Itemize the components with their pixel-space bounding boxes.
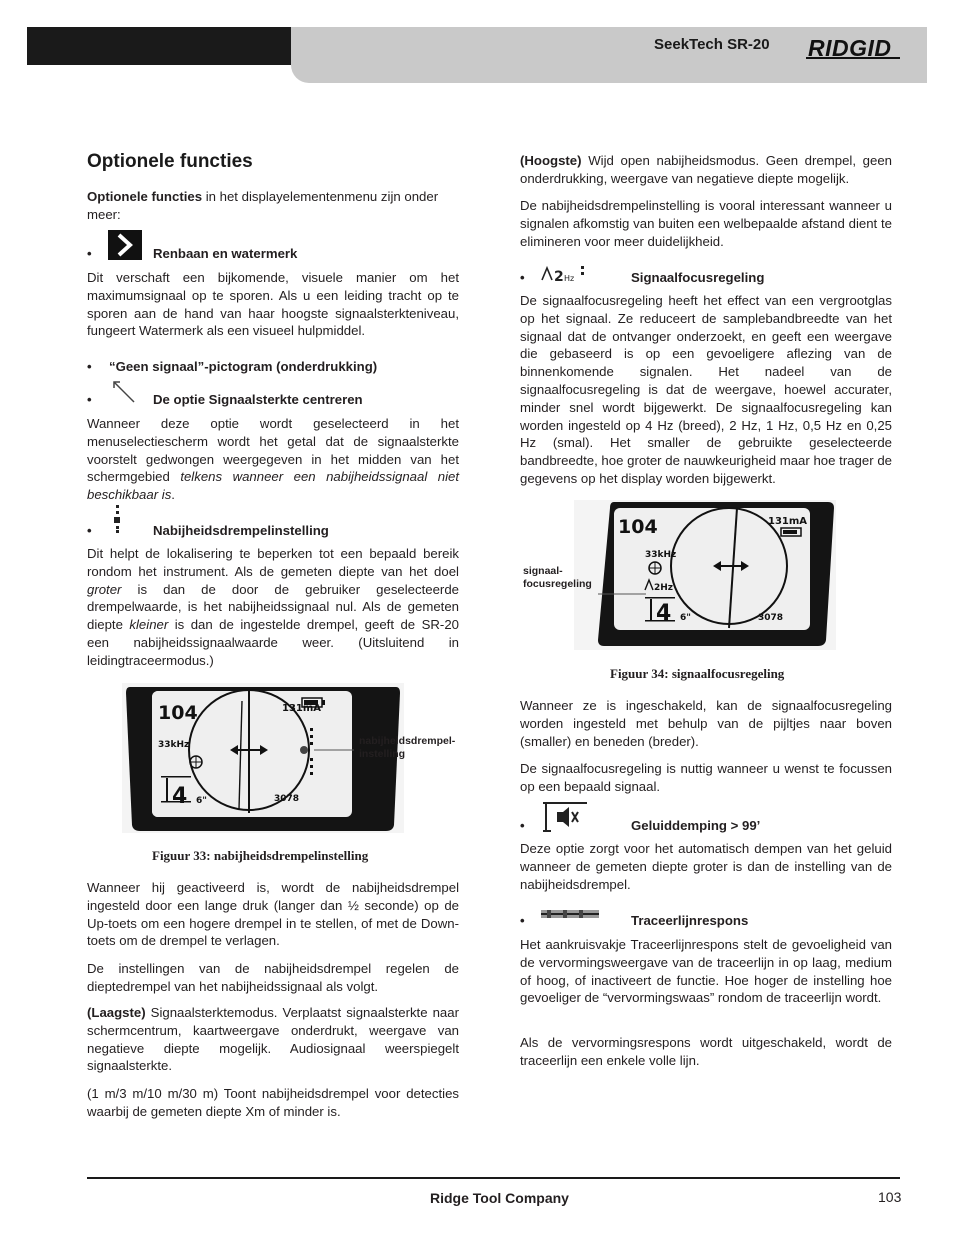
- svg-text:Hz: Hz: [564, 274, 575, 283]
- trace-text: Het aankruisvakje Traceerlijnrespons stelt de gevoeligheid van de vervormingsweergave van de traceerlijn in op laag, medium of hoog, of inactiveert de functie. Hoe hoger de instelling hoe gevoeliger de “vervormingswaas” rondom de traceerlijn wordt.: [520, 937, 892, 1006]
- bullet-label-trace: Traceerlijnrespons: [631, 913, 749, 928]
- page-number: 103: [878, 1189, 902, 1205]
- highest-text: (Hoogste) Wijd open nabijheidsmodus. Geen drempel, geen onderdrukking, weergave van negatieve diepte mogelijk.: [520, 153, 892, 186]
- screen-signal-value: 104: [158, 702, 198, 724]
- proximity-text: Dit helpt de lokalisering te beperken tot een bepaald bereik rondom het instrument. Als de gemeten diepte van het doel groter is dan de door de gebruiker geselecteerde drempelwaarde, is het nabijheidssignaal nul. Als de gemeten diepte kleiner is dan de ingestelde drempel, geeft de SR-20 een nabijheidssignaalwaarde weer. (Uitsluitend in leidingtraceermodus.): [87, 546, 459, 668]
- svg-text:131mA: 131mA: [282, 703, 322, 714]
- center-text: Wanneer deze optie wordt geselecteerd in het menuselectiescherm wordt het getal dat de signaalsterkte voorstelt gedwongen weergegeven in het midden van het schermgebied telkens wanneer een nabijheidssignaal niet beschikbaar is.: [87, 416, 459, 503]
- svg-text:3078: 3078: [758, 613, 784, 623]
- figure-33-callout: nabijheidsdrempel-instelling: [359, 735, 456, 760]
- useful-text: De signaalfocusregeling is nuttig wanneer u wenst te focussen op een bepaald signaal.: [520, 761, 892, 794]
- bullet-dot: •: [87, 246, 92, 261]
- sound-mute-icon: [541, 802, 591, 832]
- screen-depth: 4: [172, 784, 188, 809]
- center-signal-icon: [110, 378, 136, 404]
- mute-text: Deze optie zorgt voor het automatisch dempen van het geluid wanneer de gemeten diepte groter is dan de instelling van de nabijheidsdrempel.: [520, 841, 892, 892]
- trace-line-icon: [541, 907, 599, 919]
- figure-34-caption: Figuur 34: signaalfocusregeling: [610, 666, 785, 681]
- header-grey-tab: [291, 65, 927, 83]
- header-black-band: [27, 27, 291, 65]
- svg-text:2: 2: [554, 269, 564, 284]
- lowest-text: (Laagste) Signaalsterktemodus. Verplaatst signaalsterkte naar schermcentrum, kaartweergave onderdrukt, weergave van negatieve diepte mogelijk. Audiosignaal weerspiegelt signaalsterkte.: [87, 1005, 459, 1074]
- screen-frequency: 33kHz: [645, 550, 677, 560]
- bullet-label-no-signal: “Geen signaal”-pictogram (onderdrukking): [109, 359, 378, 374]
- disabled-text: Als de vervormingsrespons wordt uitgeschakeld, wordt de traceerlijn een enkele volle lijn.: [520, 1035, 892, 1068]
- screen-frequency: 33kHz: [158, 740, 190, 750]
- racetrack-text: Dit verschaft een bijkomende, visuele manier om het maximumsignaal op te sporen. Als u een leiding tracht op te sporen aan de hand van haar hoogste signaalsterkteniveau, fungeert Watermerk als een visueel hulpmiddel.: [87, 270, 459, 339]
- screen-depth: 4: [656, 601, 672, 626]
- settings-text: De instellingen van de nabijheidsdrempel regelen de dieptedrempel van het nabijheidssignaal als volgt.: [87, 961, 459, 994]
- callout-leader-line: [598, 584, 646, 590]
- signal-focus-text: De signaalfocusregeling heeft het effect van een vergrootglas op het signaal. Ze reduceert de samplebandbreedte van het signaal dat de ontvanger onderzoekt, en geeft een weergave die gebaseerd is op een gevoeligere aflezing van de binnenkomende signalen. Het nadeel van de signaalfocusregeling is dat de weergave, hoewel accurater, minder snel wordt bijgewerkt. De signaalfocusregeling kan worden ingesteld op 4 Hz (breed), 2 Hz, 1 Hz, 0,5 Hz en 0,25 Hz (smal). Het smaller de gebruikte geselecteerde bandbreedte, hoe groter de nauwkeurigheid maar hoe trager de gegevens op het display worden bijgewerkt.: [520, 293, 892, 486]
- bullet-dot: •: [87, 523, 92, 538]
- racetrack-icon: [108, 230, 142, 260]
- proximity-interest-text: De nabijheidsdrempelinstelling is vooral interessant wanneer u signalen afkomstig van buiten een welbepaalde afstand dient te elimineren voor meer duidelijkheid.: [520, 198, 892, 249]
- proximity-threshold-icon: [112, 505, 124, 533]
- enabled-text: Wanneer ze is ingeschakeld, kan de signaalfocusregeling worden ingesteld met behulp van de pijltjes naar boven (smaller) en beneden (breder).: [520, 698, 892, 749]
- screen-depth-inches: 6": [680, 613, 691, 623]
- bullet-label-signal-focus: Signaalfocusregeling: [631, 270, 765, 285]
- screen-focus-value: 2Hz: [654, 583, 674, 593]
- header-model: SeekTech SR-20: [654, 36, 770, 53]
- bullet-dot: •: [520, 818, 525, 833]
- footer-company: Ridge Tool Company: [430, 1190, 569, 1206]
- footer-rule: [87, 1177, 900, 1179]
- bullet-label-racetrack: Renbaan en watermerk: [153, 246, 298, 261]
- bullet-dot: •: [87, 392, 92, 407]
- intro-paragraph: Optionele functies in het displayelementenmenu zijn onder meer:: [87, 189, 439, 222]
- bullet-label-mute: Geluiddemping > 99’: [631, 818, 761, 833]
- bullet-label-center: De optie Signaalsterkte centreren: [153, 392, 363, 407]
- svg-text:131mA: 131mA: [768, 516, 808, 527]
- bullet-dot: •: [520, 270, 525, 285]
- screen-depth-inches: 6": [196, 796, 207, 806]
- bullet-label-proximity: Nabijheidsdrempelinstelling: [153, 523, 329, 538]
- ridgid-logo: RIDGID: [806, 32, 902, 62]
- bullet-dot: •: [520, 913, 525, 928]
- screen-signal-value: 104: [618, 516, 658, 538]
- figure-34-callout: signaal-focusregeling: [523, 565, 592, 590]
- section-title: Optionele functies: [87, 151, 253, 172]
- svg-text:3078: 3078: [274, 794, 300, 804]
- meters-text: (1 m/3 m/10 m/30 m) Toont nabijheidsdrempel voor detecties waarbij de gemeten diepte Xm of minder is.: [87, 1086, 459, 1119]
- activate-text: Wanneer hij geactiveerd is, wordt de nabijheidsdrempel ingesteld door een lange druk (langer dan ½ seconde) op de Up-toets om een hogere drempel in te stellen, of met de Down-toets om de drempel te verlagen.: [87, 880, 459, 949]
- figure-34-display: [574, 500, 836, 650]
- signal-focus-icon: [540, 264, 590, 284]
- bullet-dot: •: [87, 359, 92, 374]
- figure-33-caption: Figuur 33: nabijheidsdrempelinstelling: [152, 848, 369, 863]
